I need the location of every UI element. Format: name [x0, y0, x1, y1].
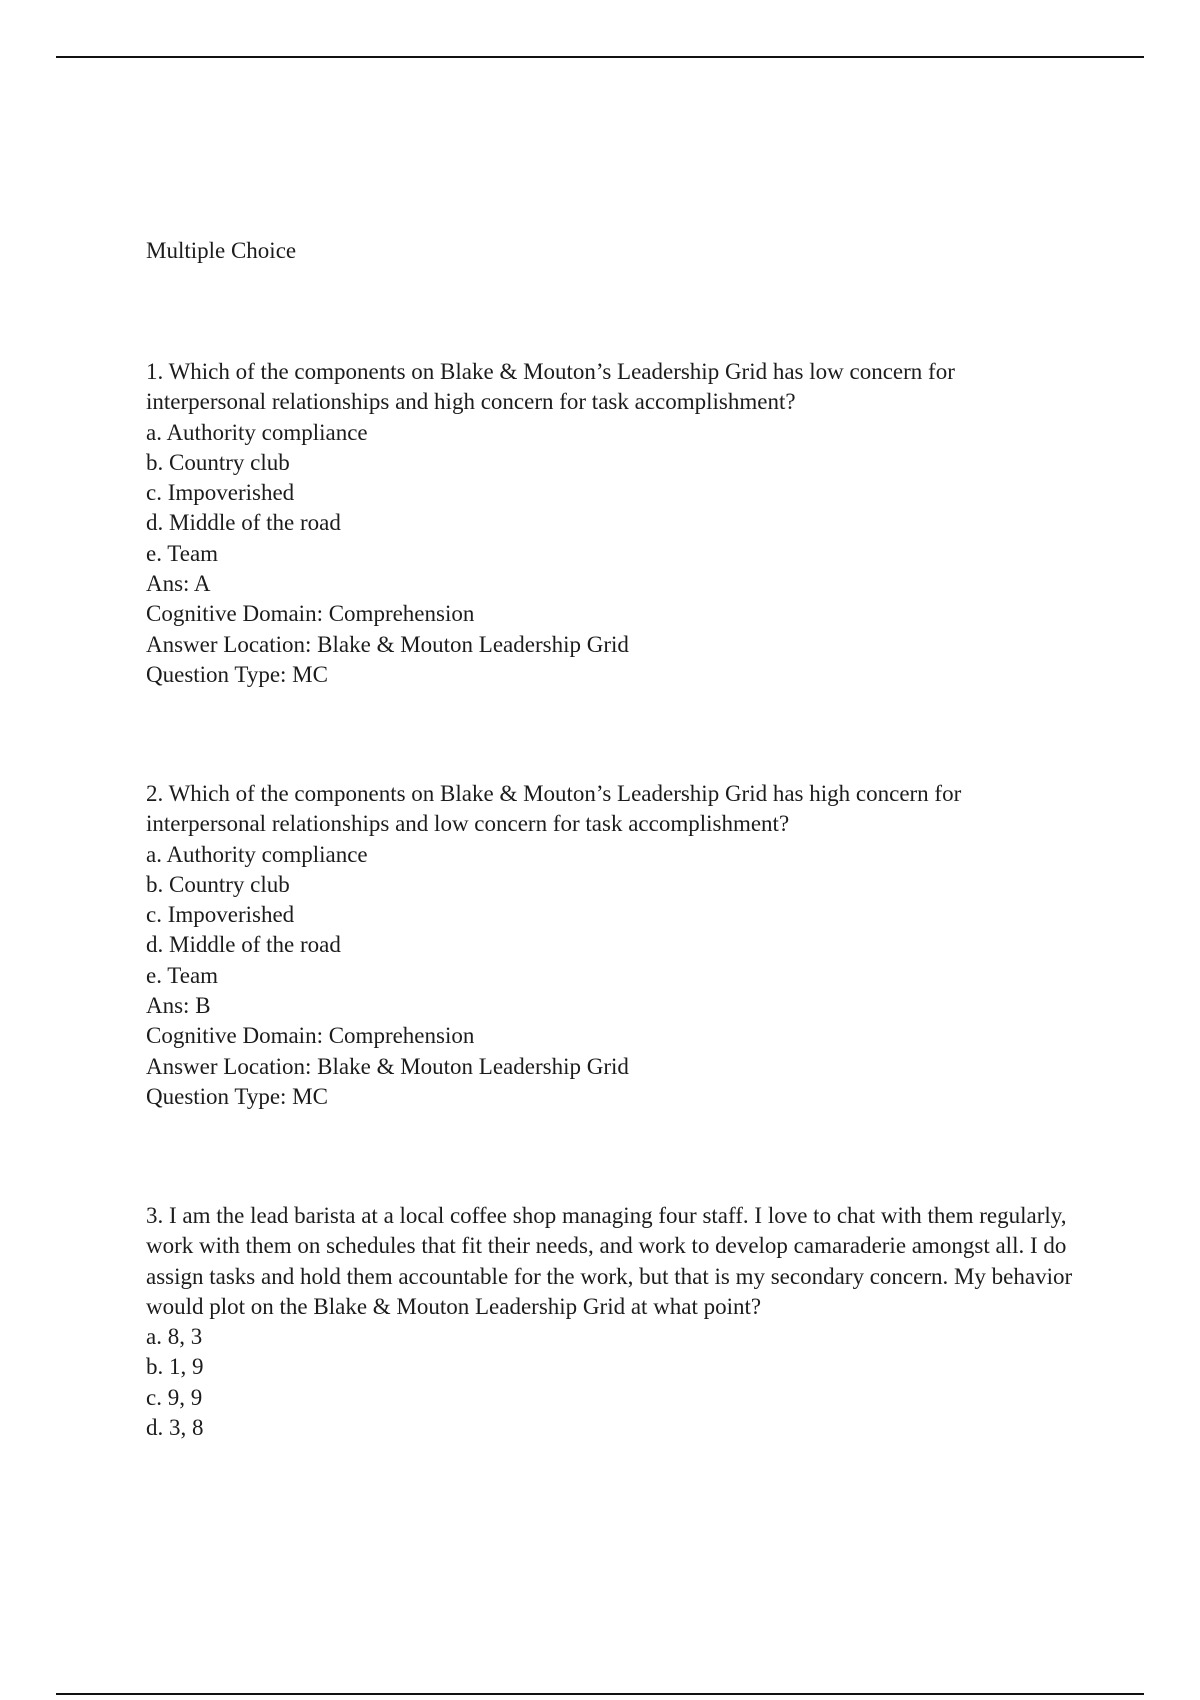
bottom-rule	[56, 1693, 1144, 1695]
question-type: Question Type: MC	[146, 1083, 328, 1109]
section-title: Multiple Choice	[146, 238, 297, 263]
option-e: e. Team	[146, 962, 219, 988]
question-stem: 1. Which of the components on Blake & Mouton’s Leadership Grid has low concern for interpersonal relationships and high concern for task accomplishment?	[146, 359, 955, 415]
top-rule	[56, 56, 1144, 58]
question-type: Question Type: MC	[146, 661, 328, 687]
answer-location: Answer Location: Blake & Mouton Leadership Grid	[146, 1053, 629, 1079]
answer: Ans: B	[146, 993, 211, 1019]
option-b: b. 1, 9	[146, 1354, 204, 1380]
option-a: a. Authority compliance	[146, 419, 368, 445]
option-a: a. 8, 3	[146, 1324, 203, 1350]
cognitive-domain: Cognitive Domain: Comprehension	[146, 601, 475, 627]
question-2	[146, 779, 1076, 1112]
question-3	[146, 1201, 1076, 1443]
question-1	[146, 357, 1076, 690]
option-d: d. Middle of the road	[146, 510, 341, 536]
option-c: c. Impoverished	[146, 480, 295, 506]
cognitive-domain: Cognitive Domain: Comprehension	[146, 1023, 475, 1049]
answer: Ans: A	[146, 571, 211, 597]
option-c: c. 9, 9	[146, 1384, 203, 1410]
option-b: b. Country club	[146, 449, 290, 475]
answer-location: Answer Location: Blake & Mouton Leadership Grid	[146, 631, 629, 657]
option-a: a. Authority compliance	[146, 841, 368, 867]
question-stem: 3. I am the lead barista at a local coffee shop managing four staff. I love to chat with them regularly, work with them on schedules that fit their needs, and work to develop camaraderie amongst all. I do assign tasks and hold them accountable for the work, but that is my secondary concern. My behavior would plot on the Blake & Mouton Leadership Grid at what point?	[146, 1203, 1073, 1319]
option-b: b. Country club	[146, 871, 290, 897]
option-e: e. Team	[146, 540, 219, 566]
option-d: d. 3, 8	[146, 1415, 204, 1441]
option-c: c. Impoverished	[146, 902, 295, 928]
option-d: d. Middle of the road	[146, 932, 341, 958]
question-stem: 2. Which of the components on Blake & Mouton’s Leadership Grid has high concern for interpersonal relationships and low concern for task accomplishment?	[146, 781, 962, 837]
